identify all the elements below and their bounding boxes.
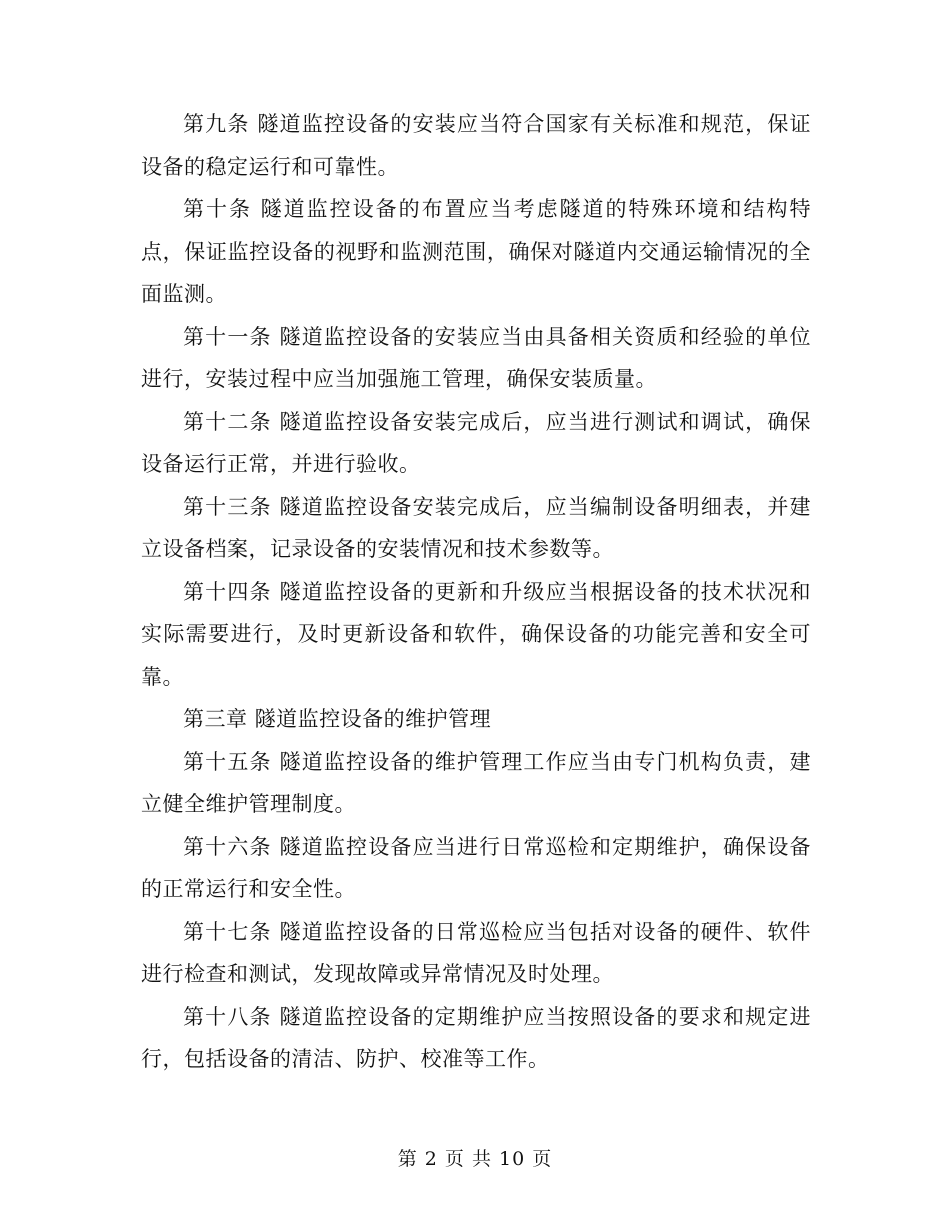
chapter-heading: 第三章 隧道监控设备的维护管理: [183, 707, 492, 731]
paragraph-article-10: 第十条 隧道监控设备的布置应当考虑隧道的特殊环境和结构特点，保证监控设备的视野和监测范围，确保对隧道内交通运输情况的全面监测。: [141, 197, 811, 306]
paragraph-article-16: 第十六条 隧道监控设备应当进行日常巡检和定期维护，确保设备的正常运行和安全性。: [141, 834, 811, 901]
paragraph-article-18: 第十八条 隧道监控设备的定期维护应当按照设备的要求和规定进行，包括设备的清洁、防护、校准等工作。: [141, 1004, 811, 1071]
paragraph-article-15: 第十五条 隧道监控设备的维护管理工作应当由专门机构负责，建立健全维护管理制度。: [141, 749, 811, 816]
paragraph-article-13: 第十三条 隧道监控设备安装完成后，应当编制设备明细表，并建立设备档案，记录设备的安装情况和技术参数等。: [141, 494, 811, 561]
document-body: [141, 103, 811, 1081]
page-number-footer: 第 2 页 共 10 页: [397, 1148, 553, 1170]
paragraph-article-11: 第十一条 隧道监控设备的安装应当由具备相关资质和经验的单位进行，安装过程中应当加强施工管理，确保安装质量。: [141, 324, 811, 391]
paragraph-article-12: 第十二条 隧道监控设备安装完成后，应当进行测试和调试，确保设备运行正常，并进行验收。: [141, 409, 811, 476]
paragraph-article-17: 第十七条 隧道监控设备的日常巡检应当包括对设备的硬件、软件进行检查和测试，发现故障或异常情况及时处理。: [141, 919, 811, 986]
paragraph-article-14: 第十四条 隧道监控设备的更新和升级应当根据设备的技术状况和实际需要进行，及时更新设备和软件，确保设备的功能完善和安全可靠。: [141, 579, 811, 689]
paragraph-article-9: 第九条 隧道监控设备的安装应当符合国家有关标准和规范，保证设备的稳定运行和可靠性。: [141, 112, 811, 179]
